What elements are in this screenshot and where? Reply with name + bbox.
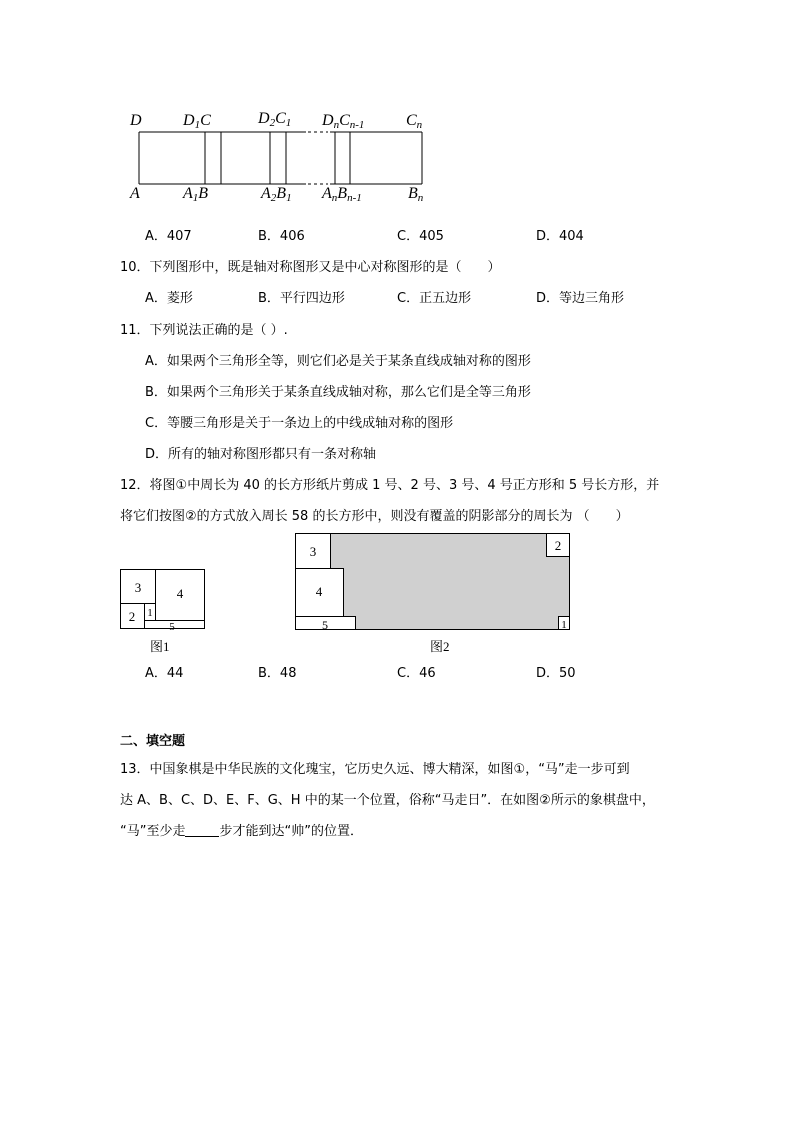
label-DnCn-1: $D_nC_{n-1}$ xyxy=(322,112,365,131)
q12-option-c: C．46 xyxy=(397,666,436,681)
section-title-fill-in: 二、填空题 xyxy=(120,734,186,749)
q12-figure-1 xyxy=(118,568,208,632)
q9-option-c: C．405 xyxy=(397,229,444,244)
label-A: A xyxy=(130,185,140,202)
fig1-label-1: 1 xyxy=(147,607,153,619)
q12-option-b: B．48 xyxy=(258,666,297,681)
label-D1C: $D_1C$ xyxy=(183,112,211,131)
fig1-label-3: 3 xyxy=(134,580,142,595)
fig1-caption: 图1 xyxy=(150,639,170,654)
q13-line1: 13．中国象棋是中华民族的文化瑰宝，它历史久远、博大精深，如图①，“马”走一步可到 xyxy=(120,762,630,777)
fig1-label-5: 5 xyxy=(169,621,175,632)
fig2-caption: 图2 xyxy=(430,639,450,654)
q12-option-a: A．44 xyxy=(145,666,184,681)
q11-stem: 11．下列说法正确的是（ ）. xyxy=(120,323,288,338)
fig2-label-1: 1 xyxy=(561,619,567,631)
fig2-label-5: 5 xyxy=(322,618,328,632)
q9-option-a: A．407 xyxy=(145,229,192,244)
label-D: D xyxy=(130,112,142,129)
fig1-label-4: 4 xyxy=(176,586,184,601)
q13-line2: 达 A、B、C、D、E、F、G、H 中的某一个位置，俗称“马走日”．在如图②所示的象棋盘中， xyxy=(120,793,655,808)
label-A1B: $A_1B$ xyxy=(183,185,209,204)
q9-option-d: D．404 xyxy=(536,229,584,244)
q11-option-a: A．如果两个三角形全等，则它们必是关于某条直线成轴对称的图形 xyxy=(145,354,531,369)
fig2-label-3: 3 xyxy=(309,544,317,559)
q13-line3-before: “马”至少走 xyxy=(120,824,186,839)
q12-stem-line1: 12．将图①中周长为 40 的长方形纸片剪成 1 号、2 号、3 号、4 号正方形和 5 号长方形，并 xyxy=(120,478,660,493)
q10-stem: 10．下列图形中，既是轴对称图形又是中心对称图形的是（ ） xyxy=(120,260,501,275)
q12-stem-line2: 将它们按图②的方式放入周长 58 的长方形中，则没有覆盖的阴影部分的周长为 （ ） xyxy=(120,509,629,524)
q10-option-b: B．平行四边形 xyxy=(258,291,345,306)
q11-option-d: D．所有的轴对称图形都只有一条对称轴 xyxy=(145,447,377,462)
label-Cn: $C_n$ xyxy=(406,112,423,131)
fig2-label-2: 2 xyxy=(554,538,562,553)
q11-option-b: B．如果两个三角形关于某条直线成轴对称，那么它们是全等三角形 xyxy=(145,385,531,400)
q9-option-b: B．406 xyxy=(258,229,305,244)
q12-option-d: D．50 xyxy=(536,666,576,681)
q12-figure-2 xyxy=(294,532,574,632)
q10-option-d: D．等边三角形 xyxy=(536,291,625,306)
fig1-label-2: 2 xyxy=(128,609,136,624)
answer-blank[interactable] xyxy=(185,824,219,837)
label-D2C1: $D_2C_1$ xyxy=(258,110,292,129)
label-Bn: $B_n$ xyxy=(408,185,424,204)
q13-line3-after: 步才能到达“帅”的位置． xyxy=(219,824,363,839)
label-AnBn-1: $A_nB_{n-1}$ xyxy=(322,185,362,204)
q13-line3 xyxy=(120,824,363,840)
q10-option-c: C．正五边形 xyxy=(397,291,472,306)
label-A2B1: $A_2B_1$ xyxy=(261,185,292,204)
q11-option-c: C．等腰三角形是关于一条边上的中线成轴对称的图形 xyxy=(145,416,454,431)
q10-option-a: A．菱形 xyxy=(145,291,193,306)
fig2-label-4: 4 xyxy=(315,584,323,599)
